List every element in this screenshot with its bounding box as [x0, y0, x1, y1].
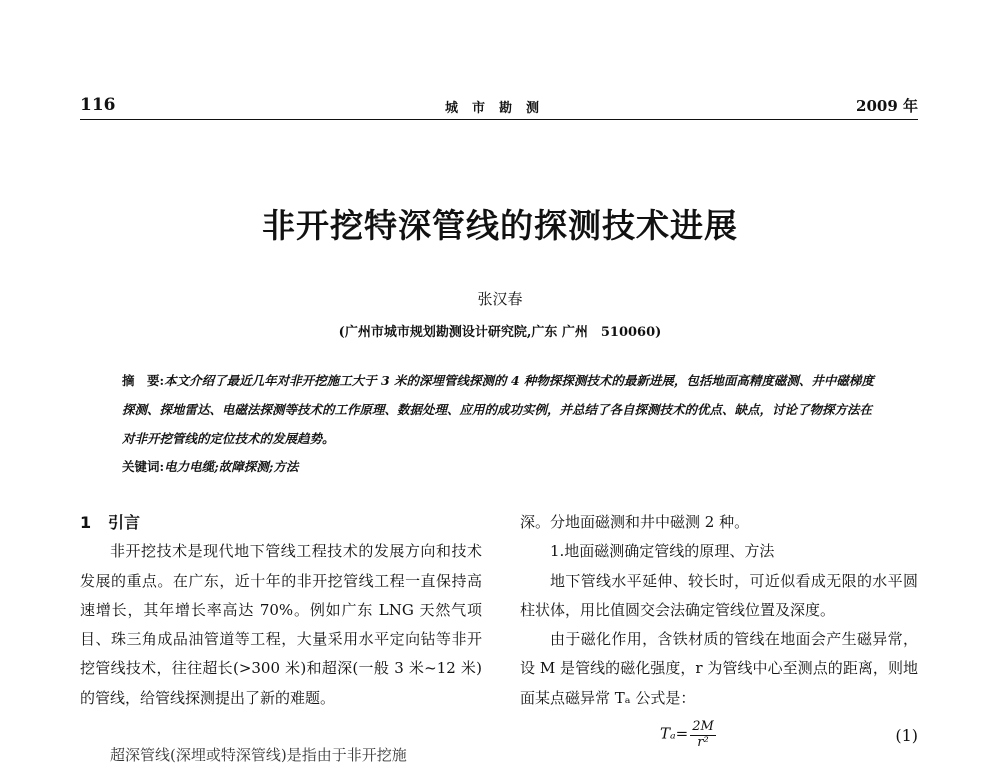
section-title: 引言 [108, 513, 141, 532]
page-header [80, 95, 918, 117]
article-title: 非开挖特深管线的探测技术进展 [262, 206, 738, 245]
publication-year: 2009 年 [856, 97, 918, 115]
header-rule [80, 119, 918, 120]
formula-numerator: 2M [692, 719, 714, 735]
journal-name: 城市勘测 [444, 101, 553, 116]
cutoff-line: 超深管线(深埋或特深管线)是指由于非开挖施 [110, 746, 407, 764]
continuation-text: 深。分地面磁测和井中磁测 2 种。 [520, 513, 750, 531]
keywords [122, 457, 882, 475]
left-column [80, 508, 482, 713]
formula-lhs: Tₐ= [660, 724, 689, 743]
section-number: 1 [80, 513, 92, 532]
subsection-heading: 1.地面磁测确定管线的原理、方法 [550, 542, 775, 561]
author-name: 张汉春 [477, 290, 523, 308]
keywords-text: 电力电缆;故障探测;方法 [164, 459, 299, 474]
formula-denominator: r² [697, 735, 709, 751]
intro-paragraph: 非开挖技术是现代地下管线工程技术的发展方向和技术发展的重点。在广东，近十年的非开挖管线工程一直保持高速增长，其年增长率高达 70%。例如广东 LNG 天然气项目、珠三角成品油管道等工程，大量采用水平定向钻等非开挖管线技术，往往超长(>300 米)和超深(一般 3 米~12 米)的管线，给管线探测提出了新的难题。 [80, 542, 482, 707]
method-paragraph: 地下管线水平延伸、较长时，可近似看成无限的水平圆柱状体，用比值圆交会法确定管线位置及深度。 [520, 571, 918, 619]
formula-fraction [690, 719, 716, 750]
abstract [122, 366, 882, 453]
abstract-label: 摘 要: [122, 373, 165, 388]
equation-number: (1) [895, 726, 918, 746]
abstract-text: 本文介绍了最近几年对非开挖施工大于 3 米的深埋管线探测的 4 种物探探测技术的最新进展，包括地面高精度磁测、井中磁梯度探测、探地雷达、电磁法探测等技术的工作原理、数据处理、应用的成功实例，并总结了各自探测技术的优点、缺点，讨论了物探方法在对非开挖管线的定位技术的发展趋势。 [122, 373, 874, 446]
section-heading [80, 508, 482, 537]
author-affiliation: (广州市城市规划勘测设计研究院,广东 广州 510060) [338, 325, 662, 340]
keywords-label: 关键词: [122, 459, 165, 474]
anomaly-paragraph: 由于磁化作用，含铁材质的管线在地面会产生磁异常，设 M 是管线的磁化强度，r 为管线中心至测点的距离，则地面某点磁异常 Tₐ 公式是： [520, 630, 918, 707]
formula [660, 719, 716, 750]
equation-1 [520, 713, 918, 753]
right-column [520, 508, 918, 753]
page-number: 116 [80, 95, 116, 115]
